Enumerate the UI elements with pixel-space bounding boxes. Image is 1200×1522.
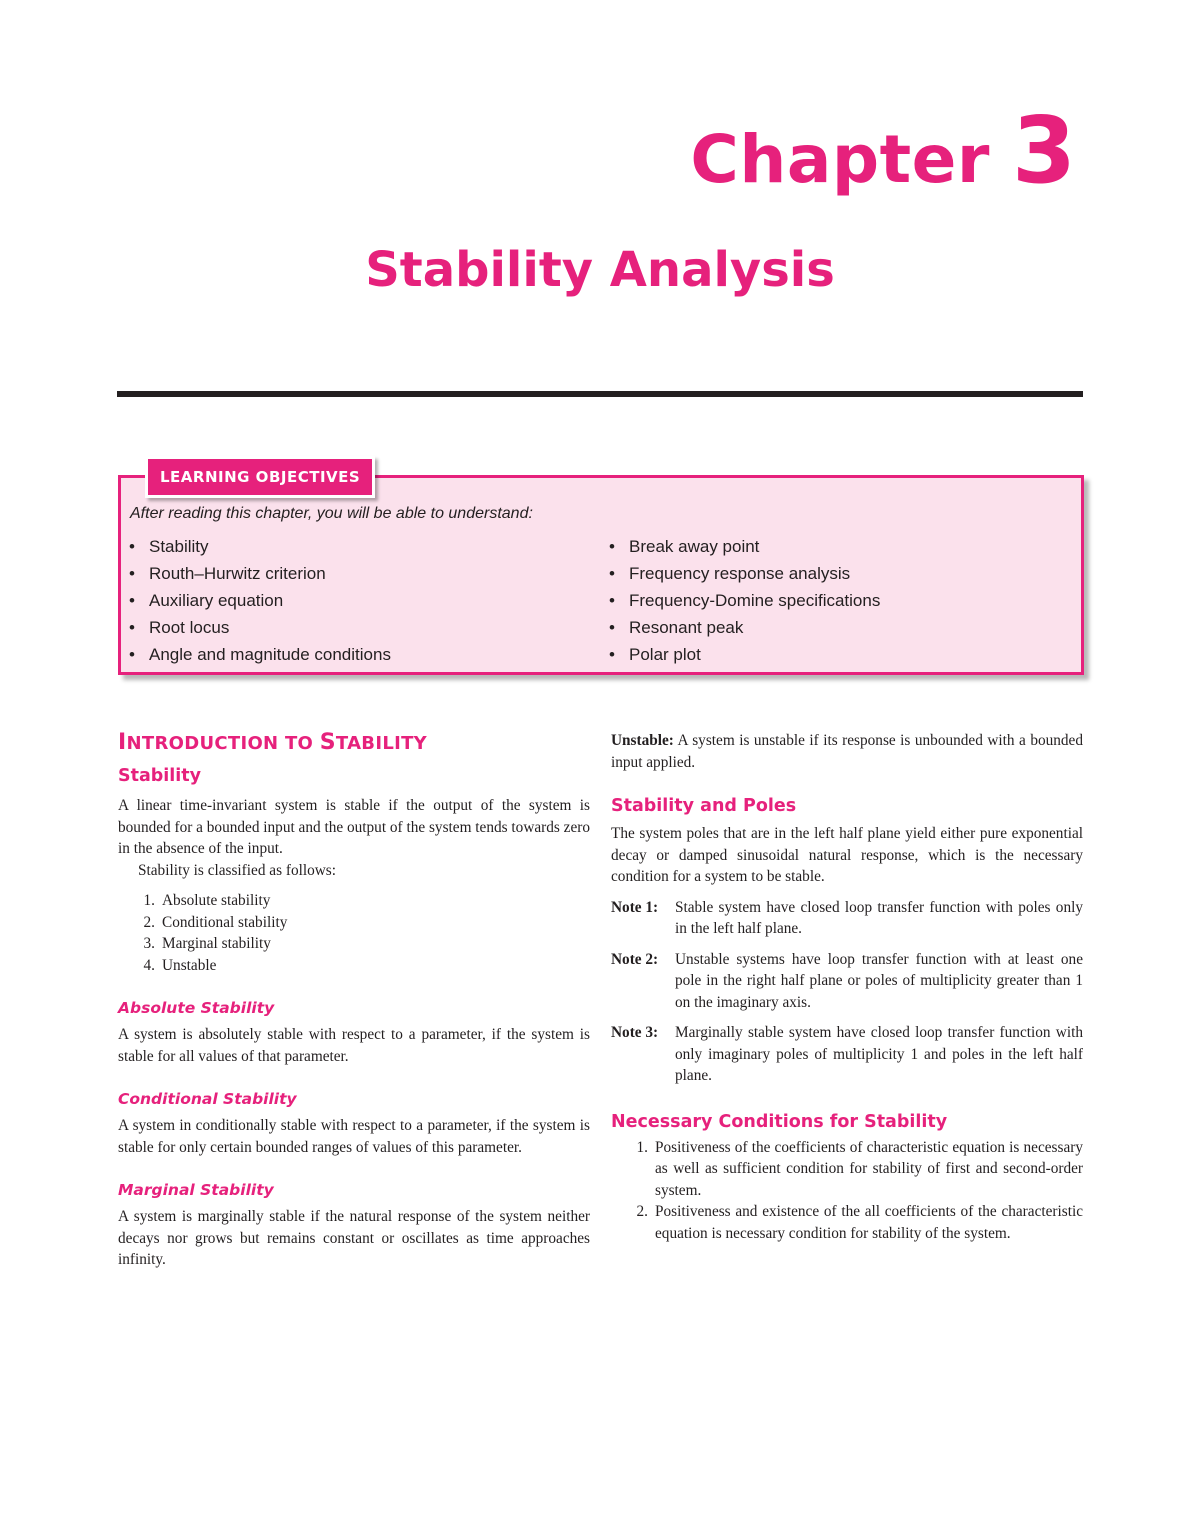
- list-item: [609, 590, 880, 617]
- list-item: [609, 644, 880, 671]
- objective-label: Routh–Hurwitz criterion: [149, 564, 326, 583]
- bullet: •: [129, 645, 135, 664]
- objective-label: Frequency-Domine specifications: [629, 591, 881, 610]
- note-label: Note 1:: [611, 898, 659, 916]
- list-item: [118, 890, 590, 912]
- list-item: [118, 933, 590, 955]
- note-item: [611, 949, 1083, 1014]
- note-item: [611, 1022, 1083, 1087]
- list-text: Positiveness of the coefficients of characteristic equation is necessary as well as sufficient condition for stability of first and second-order system.: [655, 1138, 1083, 1199]
- notes-list: [611, 897, 1083, 1087]
- bullet: •: [609, 537, 615, 556]
- bullet: •: [609, 564, 615, 583]
- note-label: Note 2:: [611, 950, 659, 968]
- list-item: [129, 563, 391, 590]
- unstable-term: Unstable:: [611, 732, 674, 749]
- list-item: [129, 590, 391, 617]
- objective-label: Resonant peak: [629, 618, 744, 637]
- note-item: [611, 897, 1083, 940]
- bullet: •: [129, 591, 135, 610]
- chapter-word: Chapter: [690, 121, 990, 198]
- stability-definition: A linear time-invariant system is stable if the output of the system is bounded for a bounded input and the output of the system tends towards zero in the absence of the input.: [118, 797, 590, 857]
- bullet: •: [129, 618, 135, 637]
- marginal-stability-para: A system is marginally stable if the natural response of the system neither decays nor grows but remains constant or oscillates as time approaches infinity.: [118, 1208, 590, 1268]
- objectives-list-left: [129, 536, 391, 671]
- left-column: [118, 730, 590, 1271]
- necessary-conditions-heading: Necessary Conditions for Stability: [611, 1111, 948, 1132]
- list-number: 1.: [636, 1138, 648, 1156]
- objectives-intro: After reading this chapter, you will be able to understand:: [130, 505, 533, 522]
- conditional-stability-para: A system in conditionally stable with respect to a parameter, if the system is stable for only certain bounded ranges of values of this parameter.: [118, 1117, 590, 1156]
- list-text: Absolute stability: [162, 892, 271, 909]
- note-label: Note 3:: [611, 1024, 659, 1041]
- objectives-list-right: [609, 536, 880, 671]
- right-column: [611, 730, 1083, 1244]
- note-text: Stable system have closed loop transfer function with poles only in the left half plane.: [675, 898, 1083, 937]
- section-title: [118, 730, 590, 757]
- list-text: Positiveness and existence of the all coefficients of the characteristic equation is necessary condition for stability of the system.: [655, 1203, 1083, 1242]
- section-title-cap: I: [118, 730, 127, 755]
- list-text: Conditional stability: [162, 913, 288, 931]
- header-rule: [117, 391, 1083, 397]
- list-item: [129, 536, 391, 563]
- section-title-part: TABILITY: [335, 733, 427, 754]
- unstable-text: A system is unstable if its response is unbounded with a bounded input applied.: [611, 732, 1083, 771]
- objective-label: Stability: [149, 537, 209, 556]
- stability-poles-heading: Stability and Poles: [611, 796, 797, 816]
- absolute-stability-heading: Absolute Stability: [118, 999, 275, 1017]
- note-text: Marginally stable system have closed loop transfer function with only imaginary poles of multiplicity 1 and poles in the left half plane.: [675, 1024, 1083, 1084]
- absolute-stability-para: A system is absolutely stable with respect to a parameter, if the system is stable for all values of that parameter.: [118, 1026, 590, 1065]
- section-title-part: NTRODUCTION TO: [126, 733, 320, 754]
- list-item: [609, 617, 880, 644]
- stability-types-list: [118, 890, 590, 976]
- stability-poles-para: The system poles that are in the left half plane yield either pure exponential decay or damped sinusoidal natural response, which is the necessary condition for a system to be stable.: [611, 825, 1083, 885]
- objective-label: Angle and magnitude conditions: [149, 645, 391, 664]
- list-item: [129, 644, 391, 671]
- bullet: •: [609, 645, 615, 664]
- list-item: [609, 563, 880, 590]
- bullet: •: [609, 591, 615, 610]
- list-number: 1.: [143, 892, 155, 909]
- objective-label: Polar plot: [629, 645, 701, 664]
- list-number: 2.: [143, 913, 155, 931]
- chapter-title: Stability Analysis: [365, 242, 835, 298]
- section-title-cap: S: [319, 730, 336, 755]
- objective-label: Root locus: [149, 618, 230, 637]
- conditional-stability-heading: Conditional Stability: [118, 1090, 297, 1108]
- list-item: [609, 536, 880, 563]
- list-number: 2.: [636, 1203, 648, 1220]
- list-text: Marginal stability: [162, 935, 271, 952]
- list-text: Unstable: [162, 956, 217, 974]
- list-item: [611, 1137, 1083, 1202]
- bullet: •: [129, 537, 135, 556]
- bullet: •: [609, 618, 615, 637]
- chapter-heading: [690, 97, 1076, 204]
- list-number: 4.: [143, 956, 155, 974]
- list-item: [118, 912, 590, 934]
- objective-label: Auxiliary equation: [149, 591, 284, 610]
- list-item: [129, 617, 391, 644]
- necessary-conditions-list: [611, 1137, 1083, 1245]
- learning-objectives-tab: LEARNING OBJECTIVES: [145, 456, 375, 498]
- bullet: •: [129, 564, 135, 583]
- list-item: [118, 955, 590, 977]
- list-number: 3.: [143, 935, 155, 952]
- objective-label: Frequency response analysis: [629, 564, 851, 583]
- unstable-para: [611, 730, 1083, 773]
- note-text: Unstable systems have loop transfer function with at least one pole in the right half plane or poles of multiplicity greater than 1 on the imaginary axis.: [675, 950, 1083, 1011]
- marginal-stability-heading: Marginal Stability: [118, 1181, 274, 1199]
- objective-label: Break away point: [629, 537, 760, 556]
- stability-classified: Stability is classified as follows:: [138, 861, 336, 879]
- stability-heading: Stability: [118, 766, 202, 786]
- list-item: [611, 1201, 1083, 1244]
- chapter-number: 3: [1011, 97, 1076, 204]
